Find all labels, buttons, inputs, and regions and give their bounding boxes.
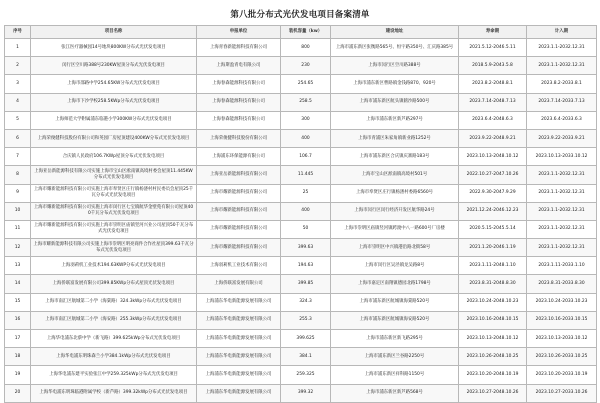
cell-lifetime: 2023.8.31-2048.8.30 [459, 275, 527, 293]
table-row [5, 293, 597, 311]
cell-plan-period: 2023.10.16-2033.10.15 [527, 311, 597, 329]
header-plan-period: 计入期 [527, 26, 597, 39]
cell-lifetime: 2023.6.4-2048.6.3 [459, 111, 527, 129]
cell-plan-period: 2023.8.2-2033.8.1 [527, 75, 597, 93]
cell-project-name: 上海市耀新能源科技有限公司实施上海市崇明区庙镇竖河兴业公司屋顶50千瓦分布式光伏发电项目 [31, 220, 197, 238]
cell-project-name: 上海华电浦东明珠临港附属学校（新芦路）399.32kWp分布式光伏发电项目 [31, 384, 197, 402]
cell-seq: 13 [5, 257, 31, 275]
cell-project-name: 上海市下沙学校258.5KWp分布式光伏发电项目 [31, 93, 197, 111]
cell-address: 上海市浦东新区航头镇鹤沙路500号 [331, 93, 459, 111]
cell-capacity: 25 [281, 184, 331, 202]
cell-project-name: 张江医疗器械园14号地块800KW分布式光伏发电项目 [31, 39, 197, 57]
cell-project-name: 上海华电浦东北蔡中学（新飞路）399.625kWp分布式光伏发电项目 [31, 330, 197, 348]
cell-address: 上海市浦东新区兰谷路2250号 [331, 348, 459, 366]
cell-lifetime: 2023.8.2-2048.8.1 [459, 75, 527, 93]
cell-lifetime: 2023.7.14-2048.7.13 [459, 93, 527, 111]
cell-capacity: 11.445 [281, 166, 331, 184]
document-title: 第八批分布式光伏发电项目备案清单 [230, 10, 370, 20]
cell-project-name: 上海师范大学附属浦东临港小学300KW分布式光伏发电项目 [31, 111, 197, 129]
cell-seq: 18 [5, 348, 31, 366]
cell-address: 上海市闵行区吴泾镇龙吴路8号 [331, 257, 459, 275]
table-row [5, 220, 597, 238]
cell-applicant: 上海浦东华电新能源发展有限公司 [197, 366, 281, 384]
cell-lifetime: 2023.10.13-2048.10.12 [459, 330, 527, 348]
cell-plan-period: 2023.10.20-2033.10.19 [527, 366, 597, 384]
header-lifetime: 寿命期 [459, 26, 527, 39]
cell-applicant: 上海春森能源科技有限公司 [197, 111, 281, 129]
cell-plan-period: 2023.8.31-2033.8.30 [527, 275, 597, 293]
cell-applicant: 上海斯盈青电有限公司 [197, 57, 281, 75]
cell-plan-period: 2023.10.13-2033.10.12 [527, 148, 597, 166]
cell-lifetime: 2021.5.12-2046.5.11 [459, 39, 527, 57]
cell-applicant: 上海市耀新能源科技有限公司 [197, 184, 281, 202]
header-applicant: 申报单位 [197, 26, 281, 39]
cell-plan-period: 2023.10.26-2033.10.25 [527, 348, 597, 366]
table-row [5, 239, 597, 257]
cell-capacity: 50 [281, 220, 331, 238]
cell-capacity: 254.65 [281, 75, 331, 93]
cell-capacity: 399.63 [281, 239, 331, 257]
cell-plan-period: 2023.1.1-2032.12.31 [527, 220, 597, 238]
cell-seq: 5 [5, 111, 31, 129]
header-seq: 序号 [5, 26, 31, 39]
header-address: 建设地址 [331, 26, 459, 39]
cell-capacity: 300 [281, 111, 331, 129]
table-row [5, 111, 597, 129]
cell-plan-period: 2023.1.1-2032.12.31 [527, 166, 597, 184]
cell-project-name: 上海华电浦东建平实验张江中学259.325kWp分布式光伏发电项目 [31, 366, 197, 384]
cell-project-name: 上海市耀新能源科技有限公司实施上海市奉贤区庄行镇杨溇村村民委员会屋顶25千瓦分布式光伏发电项目 [31, 184, 197, 202]
cell-capacity: 194.63 [281, 257, 331, 275]
cell-lifetime: 2018.5.9-2043.5.8 [459, 57, 527, 75]
cell-project-name: 上海市耀新能源科技有限公司实施上海市闵行区七宝镇航华金壁苑有限公司屋顶400千瓦分布式光伏发电项目 [31, 202, 197, 220]
cell-capacity: 259.325 [281, 366, 331, 384]
cell-capacity: 800 [281, 39, 331, 57]
cell-applicant: 上海市耀新能源科技有限公司 [197, 239, 281, 257]
cell-lifetime: 2020.5.15-2045.5.14 [459, 220, 527, 238]
cell-project-name: 上海市南汇区航城第二小学（海安路）255.3kWp分布式光伏发电项目 [31, 311, 197, 329]
cell-applicant: 上海浦东华电新能源发展有限公司 [197, 311, 281, 329]
cell-address: 上海市崇明区中兴镇港沿路北街58号 [331, 239, 459, 257]
cell-applicant: 上海市耀新能源科技有限公司 [197, 202, 281, 220]
cell-capacity: 399.32 [281, 384, 331, 402]
cell-capacity: 230 [281, 57, 331, 75]
cell-lifetime: 2021.1.20-2046.1.19 [459, 239, 527, 257]
cell-plan-period: 2023.9.22-2033.9.21 [527, 129, 597, 147]
cell-seq: 2 [5, 57, 31, 75]
table-row [5, 184, 597, 202]
cell-lifetime: 2023.10.16-2048.10.15 [459, 311, 527, 329]
table-row [5, 202, 597, 220]
table-row [5, 57, 597, 75]
cell-lifetime: 2022.9.30-2047.9.29 [459, 184, 527, 202]
cell-capacity: 106.7 [281, 148, 331, 166]
cell-seq: 6 [5, 129, 31, 147]
cell-address: 上海市浦东新区张衡路565号、恒宇路350号、汇庆路385号 [331, 39, 459, 57]
cell-seq: 9 [5, 184, 31, 202]
cell-seq: 7 [5, 148, 31, 166]
cell-capacity: 324.3 [281, 293, 331, 311]
cell-lifetime: 2023.10.27-2048.10.26 [459, 384, 527, 402]
cell-plan-period: 2023.6.4-2033.6.3 [527, 111, 597, 129]
table-row [5, 366, 597, 384]
cell-capacity: 399.85 [281, 275, 331, 293]
table-row [5, 311, 597, 329]
table-row [5, 75, 597, 93]
cell-address: 上海市崇明区庙镇竖河镇跨渡中八一路600号厂房楼 [331, 220, 459, 238]
cell-lifetime: 2022.10.27-2047.10.26 [459, 166, 527, 184]
cell-address: 上海市浦东新区航城镇海安路520号 [331, 311, 459, 329]
cell-seq: 19 [5, 366, 31, 384]
cell-plan-period: 2023.1.1-2032.12.31 [527, 39, 597, 57]
cell-plan-period: 2023.1.1-2032.12.31 [527, 239, 597, 257]
cell-applicant: 上海浦东华电新能源发展有限公司 [197, 293, 281, 311]
cell-project-name: 上海侨联富发展有限公司399.85KWp分布式屋顶光伏发电项目 [31, 275, 197, 293]
table-row [5, 275, 597, 293]
cell-seq: 14 [5, 275, 31, 293]
cell-capacity: 384.1 [281, 348, 331, 366]
cell-address: 上海市宝山区淞南镇高境村501号 [331, 166, 459, 184]
cell-seq: 10 [5, 202, 31, 220]
header-project-name: 项目名称 [31, 26, 197, 39]
cell-plan-period: 2023.10.13-2033.10.12 [527, 330, 597, 348]
cell-applicant: 上海浦东华电新能源发展有限公司 [197, 348, 281, 366]
cell-address: 上海市浦东新区曹路镇金钱路870、920号 [331, 75, 459, 93]
cell-applicant: 上海市耀新能源科技有限公司 [197, 220, 281, 238]
cell-plan-period: 2023.1.1-2032.12.31 [527, 57, 597, 75]
table-row [5, 257, 597, 275]
table-row [5, 39, 597, 57]
cell-applicant: 上海春森能源科技有限公司 [197, 93, 281, 111]
cell-applicant: 上海浦东华电新能源发展有限公司 [197, 384, 281, 402]
cell-applicant: 上海浦东环保能源有限公司 [197, 148, 281, 166]
cell-applicant: 上海春森能源科技有限公司 [197, 75, 281, 93]
cell-plan-period: 2023.1.1-2032.12.31 [527, 202, 597, 220]
table-row [5, 129, 597, 147]
cell-address: 上海市奉贤区庄行镇杨溇村委路6560号 [331, 184, 459, 202]
cell-lifetime: 2023.9.22-2048.9.21 [459, 129, 527, 147]
cell-capacity: 399.625 [281, 330, 331, 348]
cell-project-name: 闵行区空川路388号230KW屋顶分布式光伏发电项目 [31, 57, 197, 75]
cell-seq: 16 [5, 311, 31, 329]
cell-project-name: 合庆镇人民政府106.7KWp屋顶分布式光伏发电项目 [31, 148, 197, 166]
cell-seq: 12 [5, 239, 31, 257]
cell-project-name: 上海亚岳新能源科技有限公司实施上海市宝山区淞南镇高境村委会屋顶11.445KW分布式光伏发电项目 [31, 166, 197, 184]
cell-address: 上海市嘉定区南翔镇德园北路1798号 [331, 275, 459, 293]
cell-address: 上海市浦东新区新芦路568号 [331, 384, 459, 402]
table-row [5, 93, 597, 111]
cell-capacity: 258.5 [281, 93, 331, 111]
cell-project-name: 上海市耀新能源科技有限公司实施上海市崇明区明亮商件合作社屋顶399.63千瓦分布式光伏发电项目 [31, 239, 197, 257]
cell-applicant: 上海浦东华电新能源发展有限公司 [197, 330, 281, 348]
table-header-row [5, 26, 597, 39]
cell-plan-period: 2023.1.1-2032.12.31 [527, 184, 597, 202]
cell-project-name: 上海市邵路中学254.65KW分布式光伏发电项目 [31, 75, 197, 93]
cell-address: 上海市闵行区空川路388号 [331, 57, 459, 75]
cell-address: 上海市青浦区朱家角镇新业路1252号 [331, 129, 459, 147]
cell-seq: 17 [5, 330, 31, 348]
cell-seq: 4 [5, 93, 31, 111]
cell-project-name: 上海市南汇区航城第二小学（海棠路）324.3kWp分布式光伏发电项目 [31, 293, 197, 311]
cell-seq: 3 [5, 75, 31, 93]
cell-lifetime: 2021.12.24-2046.12.23 [459, 202, 527, 220]
cell-seq: 1 [5, 39, 31, 57]
cell-seq: 8 [5, 166, 31, 184]
cell-seq: 20 [5, 384, 31, 402]
cell-applicant: 上海羽莉机工业技术有限公司 [197, 257, 281, 275]
cell-lifetime: 2023.10.20-2048.10.19 [459, 366, 527, 384]
cell-lifetime: 2023.10.13-2048.10.12 [459, 148, 527, 166]
cell-address: 上海市浦东新区祥科路1150号 [331, 366, 459, 384]
table-row [5, 348, 597, 366]
table-row [5, 330, 597, 348]
cell-applicant: 上海亚岳新能源科技有限公司 [197, 166, 281, 184]
cell-project-name: 上海羽莉机工业技术194.63KWP分布式光伏发电项目 [31, 257, 197, 275]
cell-project-name: 上海华电浦东明珠森兰小学384.1kWp分布式光伏发电项目 [31, 348, 197, 366]
header-capacity: 装机容量（kw） [281, 26, 331, 39]
cell-address: 上海市浦东新区新芦路297号 [331, 111, 459, 129]
cell-applicant: 上海侨联富发展有限公司 [197, 275, 281, 293]
table-row [5, 166, 597, 184]
cell-seq: 11 [5, 220, 31, 238]
cell-plan-period: 2023.7.14-2033.7.13 [527, 93, 597, 111]
cell-address: 上海市浦东新区新飞路295号 [331, 330, 459, 348]
cell-project-name: 上海荣俊健科技股份有限公司和英园厂房屋顶建设400KW分布式光伏发电项目 [31, 129, 197, 147]
cell-applicant: 上海荣俊健科技股份有限公司 [197, 129, 281, 147]
cell-address: 上海市闵行区闵行经济开发区航华路24号 [331, 202, 459, 220]
cell-applicant: 上海青春新能源科技有限公司 [197, 39, 281, 57]
cell-capacity: 400 [281, 202, 331, 220]
cell-lifetime: 2023.1.11-2048.1.10 [459, 257, 527, 275]
cell-plan-period: 2023.1.11-2033.1.10 [527, 257, 597, 275]
project-table [4, 25, 597, 403]
cell-plan-period: 2023.10.27-2033.10.26 [527, 384, 597, 402]
cell-lifetime: 2023.10.26-2048.10.25 [459, 348, 527, 366]
cell-address: 上海市浦东新区航城镇海棠路520号 [331, 293, 459, 311]
cell-capacity: 400 [281, 129, 331, 147]
cell-address: 上海市浦东新区合庆镇庆寨路183号 [331, 148, 459, 166]
table-row [5, 148, 597, 166]
cell-seq: 15 [5, 293, 31, 311]
cell-capacity: 255.3 [281, 311, 331, 329]
cell-lifetime: 2023.10.24-2048.10.23 [459, 293, 527, 311]
cell-plan-period: 2023.10.24-2033.10.23 [527, 293, 597, 311]
